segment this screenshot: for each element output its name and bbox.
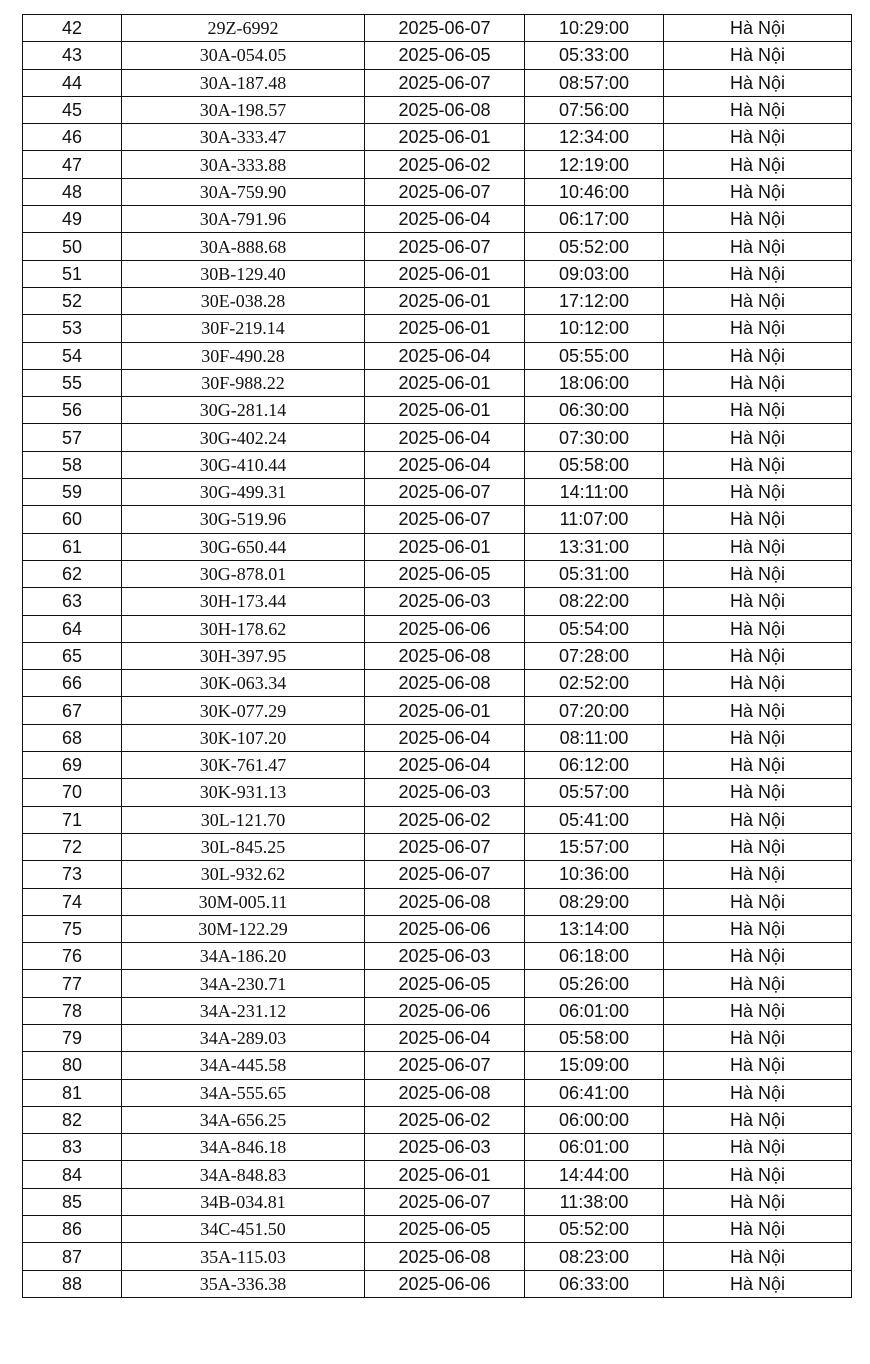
row-number-cell: 47 [23,151,122,178]
date-cell: 2025-06-05 [365,560,525,587]
location-cell: Hà Nội [664,806,852,833]
table-row [23,1188,852,1215]
time-cell: 10:36:00 [525,861,664,888]
table-row [23,833,852,860]
row-number-cell: 63 [23,588,122,615]
location-cell: Hà Nội [664,642,852,669]
time-cell: 11:38:00 [525,1188,664,1215]
time-cell: 06:01:00 [525,997,664,1024]
date-cell: 2025-06-06 [365,997,525,1024]
time-cell: 08:23:00 [525,1243,664,1270]
time-cell: 05:33:00 [525,42,664,69]
time-cell: 05:41:00 [525,806,664,833]
time-cell: 07:30:00 [525,424,664,451]
date-cell: 2025-06-02 [365,151,525,178]
license-plate-cell: 34B-034.81 [122,1188,365,1215]
location-cell: Hà Nội [664,342,852,369]
table-row [23,479,852,506]
row-number-cell: 44 [23,69,122,96]
license-plate-cell: 34A-230.71 [122,970,365,997]
time-cell: 06:41:00 [525,1079,664,1106]
date-cell: 2025-06-08 [365,96,525,123]
time-cell: 06:17:00 [525,206,664,233]
table-row [23,588,852,615]
table-row [23,260,852,287]
time-cell: 10:46:00 [525,178,664,205]
location-cell: Hà Nội [664,833,852,860]
table-row [23,451,852,478]
location-cell: Hà Nội [664,124,852,151]
row-number-cell: 79 [23,1024,122,1051]
time-cell: 06:12:00 [525,752,664,779]
date-cell: 2025-06-07 [365,69,525,96]
time-cell: 10:29:00 [525,15,664,42]
license-plate-cell: 30H-173.44 [122,588,365,615]
time-cell: 05:31:00 [525,560,664,587]
date-cell: 2025-06-01 [365,260,525,287]
table-row [23,287,852,314]
time-cell: 12:19:00 [525,151,664,178]
row-number-cell: 49 [23,206,122,233]
time-cell: 06:01:00 [525,1134,664,1161]
time-cell: 05:58:00 [525,451,664,478]
row-number-cell: 55 [23,369,122,396]
location-cell: Hà Nội [664,397,852,424]
location-cell: Hà Nội [664,369,852,396]
table-row [23,124,852,151]
location-cell: Hà Nội [664,506,852,533]
table-row [23,1243,852,1270]
row-number-cell: 45 [23,96,122,123]
table-row [23,15,852,42]
row-number-cell: 86 [23,1216,122,1243]
time-cell: 08:29:00 [525,888,664,915]
table-row [23,1024,852,1051]
date-cell: 2025-06-04 [365,451,525,478]
license-plate-cell: 30A-054.05 [122,42,365,69]
license-plate-cell: 30M-005.11 [122,888,365,915]
license-plate-cell: 30G-878.01 [122,560,365,587]
license-plate-cell: 35A-115.03 [122,1243,365,1270]
date-cell: 2025-06-04 [365,752,525,779]
date-cell: 2025-06-01 [365,1161,525,1188]
date-cell: 2025-06-07 [365,833,525,860]
row-number-cell: 46 [23,124,122,151]
date-cell: 2025-06-08 [365,642,525,669]
license-plate-cell: 30K-077.29 [122,697,365,724]
date-cell: 2025-06-08 [365,670,525,697]
row-number-cell: 87 [23,1243,122,1270]
license-plate-cell: 30F-219.14 [122,315,365,342]
time-cell: 08:22:00 [525,588,664,615]
time-cell: 07:56:00 [525,96,664,123]
license-plate-cell: 30F-988.22 [122,369,365,396]
location-cell: Hà Nội [664,588,852,615]
row-number-cell: 70 [23,779,122,806]
violations-table [22,14,852,1298]
row-number-cell: 67 [23,697,122,724]
row-number-cell: 75 [23,915,122,942]
table-row [23,1079,852,1106]
row-number-cell: 56 [23,397,122,424]
row-number-cell: 74 [23,888,122,915]
license-plate-cell: 30K-107.20 [122,724,365,751]
license-plate-cell: 30H-397.95 [122,642,365,669]
license-plate-cell: 30L-845.25 [122,833,365,860]
row-number-cell: 76 [23,943,122,970]
date-cell: 2025-06-04 [365,206,525,233]
date-cell: 2025-06-07 [365,15,525,42]
license-plate-cell: 30M-122.29 [122,915,365,942]
license-plate-cell: 34A-445.58 [122,1052,365,1079]
license-plate-cell: 34A-848.83 [122,1161,365,1188]
table-row [23,1161,852,1188]
location-cell: Hà Nội [664,1106,852,1133]
location-cell: Hà Nội [664,943,852,970]
time-cell: 05:57:00 [525,779,664,806]
date-cell: 2025-06-01 [365,369,525,396]
date-cell: 2025-06-03 [365,588,525,615]
time-cell: 09:03:00 [525,260,664,287]
table-row [23,724,852,751]
row-number-cell: 68 [23,724,122,751]
table-row [23,369,852,396]
table-row [23,943,852,970]
row-number-cell: 61 [23,533,122,560]
table-row [23,615,852,642]
license-plate-cell: 34A-656.25 [122,1106,365,1133]
row-number-cell: 83 [23,1134,122,1161]
time-cell: 05:58:00 [525,1024,664,1051]
row-number-cell: 62 [23,560,122,587]
location-cell: Hà Nội [664,1270,852,1297]
row-number-cell: 54 [23,342,122,369]
date-cell: 2025-06-05 [365,970,525,997]
date-cell: 2025-06-07 [365,861,525,888]
table-row [23,1052,852,1079]
table-row [23,533,852,560]
license-plate-cell: 30L-932.62 [122,861,365,888]
license-plate-cell: 29Z-6992 [122,15,365,42]
location-cell: Hà Nội [664,151,852,178]
row-number-cell: 42 [23,15,122,42]
table-row [23,42,852,69]
license-plate-cell: 34A-846.18 [122,1134,365,1161]
date-cell: 2025-06-01 [365,533,525,560]
time-cell: 05:26:00 [525,970,664,997]
table-row [23,233,852,260]
table-row [23,970,852,997]
time-cell: 15:57:00 [525,833,664,860]
location-cell: Hà Nội [664,479,852,506]
location-cell: Hà Nội [664,96,852,123]
license-plate-cell: 30K-931.13 [122,779,365,806]
location-cell: Hà Nội [664,670,852,697]
table-row [23,861,852,888]
date-cell: 2025-06-07 [365,479,525,506]
table-row [23,424,852,451]
location-cell: Hà Nội [664,1243,852,1270]
location-cell: Hà Nội [664,888,852,915]
location-cell: Hà Nội [664,615,852,642]
license-plate-cell: 30K-063.34 [122,670,365,697]
location-cell: Hà Nội [664,1161,852,1188]
time-cell: 10:12:00 [525,315,664,342]
location-cell: Hà Nội [664,1134,852,1161]
table-row [23,806,852,833]
date-cell: 2025-06-05 [365,42,525,69]
table-row [23,315,852,342]
date-cell: 2025-06-03 [365,943,525,970]
table-row [23,1216,852,1243]
license-plate-cell: 34A-289.03 [122,1024,365,1051]
location-cell: Hà Nội [664,1188,852,1215]
row-number-cell: 57 [23,424,122,451]
location-cell: Hà Nội [664,724,852,751]
location-cell: Hà Nội [664,970,852,997]
row-number-cell: 71 [23,806,122,833]
row-number-cell: 88 [23,1270,122,1297]
table-row [23,178,852,205]
table-row [23,752,852,779]
table-row [23,888,852,915]
row-number-cell: 48 [23,178,122,205]
date-cell: 2025-06-07 [365,178,525,205]
location-cell: Hà Nội [664,451,852,478]
table-row [23,779,852,806]
location-cell: Hà Nội [664,997,852,1024]
time-cell: 05:52:00 [525,233,664,260]
time-cell: 06:30:00 [525,397,664,424]
location-cell: Hà Nội [664,779,852,806]
date-cell: 2025-06-02 [365,1106,525,1133]
table-row [23,670,852,697]
row-number-cell: 43 [23,42,122,69]
row-number-cell: 69 [23,752,122,779]
location-cell: Hà Nội [664,560,852,587]
time-cell: 08:57:00 [525,69,664,96]
license-plate-cell: 30E-038.28 [122,287,365,314]
date-cell: 2025-06-06 [365,915,525,942]
table-row [23,1134,852,1161]
row-number-cell: 52 [23,287,122,314]
date-cell: 2025-06-02 [365,806,525,833]
table-row [23,915,852,942]
location-cell: Hà Nội [664,233,852,260]
time-cell: 05:54:00 [525,615,664,642]
date-cell: 2025-06-01 [365,124,525,151]
time-cell: 06:00:00 [525,1106,664,1133]
license-plate-cell: 30L-121.70 [122,806,365,833]
date-cell: 2025-06-04 [365,342,525,369]
row-number-cell: 85 [23,1188,122,1215]
row-number-cell: 72 [23,833,122,860]
license-plate-cell: 30H-178.62 [122,615,365,642]
location-cell: Hà Nội [664,533,852,560]
date-cell: 2025-06-07 [365,506,525,533]
license-plate-cell: 35A-336.38 [122,1270,365,1297]
row-number-cell: 77 [23,970,122,997]
license-plate-cell: 34A-231.12 [122,997,365,1024]
location-cell: Hà Nội [664,69,852,96]
table-row [23,69,852,96]
location-cell: Hà Nội [664,178,852,205]
table-row [23,506,852,533]
row-number-cell: 60 [23,506,122,533]
date-cell: 2025-06-08 [365,888,525,915]
location-cell: Hà Nội [664,206,852,233]
location-cell: Hà Nội [664,260,852,287]
table-row [23,642,852,669]
location-cell: Hà Nội [664,42,852,69]
date-cell: 2025-06-04 [365,1024,525,1051]
location-cell: Hà Nội [664,861,852,888]
time-cell: 14:11:00 [525,479,664,506]
date-cell: 2025-06-07 [365,233,525,260]
date-cell: 2025-06-01 [365,697,525,724]
table-row [23,397,852,424]
date-cell: 2025-06-04 [365,424,525,451]
license-plate-cell: 30A-198.57 [122,96,365,123]
time-cell: 15:09:00 [525,1052,664,1079]
row-number-cell: 84 [23,1161,122,1188]
time-cell: 17:12:00 [525,287,664,314]
location-cell: Hà Nội [664,15,852,42]
license-plate-cell: 30A-759.90 [122,178,365,205]
table-row [23,206,852,233]
table-row [23,997,852,1024]
row-number-cell: 81 [23,1079,122,1106]
table-row [23,151,852,178]
date-cell: 2025-06-01 [365,397,525,424]
date-cell: 2025-06-07 [365,1188,525,1215]
time-cell: 08:11:00 [525,724,664,751]
date-cell: 2025-06-01 [365,315,525,342]
time-cell: 12:34:00 [525,124,664,151]
time-cell: 11:07:00 [525,506,664,533]
license-plate-cell: 34C-451.50 [122,1216,365,1243]
time-cell: 07:20:00 [525,697,664,724]
date-cell: 2025-06-08 [365,1079,525,1106]
time-cell: 05:52:00 [525,1216,664,1243]
license-plate-cell: 30G-410.44 [122,451,365,478]
location-cell: Hà Nội [664,1216,852,1243]
date-cell: 2025-06-07 [365,1052,525,1079]
license-plate-cell: 30K-761.47 [122,752,365,779]
table-row [23,342,852,369]
license-plate-cell: 30A-333.47 [122,124,365,151]
location-cell: Hà Nội [664,1024,852,1051]
time-cell: 13:31:00 [525,533,664,560]
date-cell: 2025-06-06 [365,615,525,642]
location-cell: Hà Nội [664,1079,852,1106]
time-cell: 18:06:00 [525,369,664,396]
table-body [23,15,852,1298]
row-number-cell: 65 [23,642,122,669]
table-row [23,1270,852,1297]
license-plate-cell: 30A-888.68 [122,233,365,260]
license-plate-cell: 30A-791.96 [122,206,365,233]
table-row [23,697,852,724]
license-plate-cell: 30F-490.28 [122,342,365,369]
time-cell: 02:52:00 [525,670,664,697]
time-cell: 13:14:00 [525,915,664,942]
row-number-cell: 50 [23,233,122,260]
date-cell: 2025-06-05 [365,1216,525,1243]
row-number-cell: 80 [23,1052,122,1079]
location-cell: Hà Nội [664,315,852,342]
location-cell: Hà Nội [664,1052,852,1079]
location-cell: Hà Nội [664,915,852,942]
row-number-cell: 66 [23,670,122,697]
time-cell: 07:28:00 [525,642,664,669]
license-plate-cell: 30G-281.14 [122,397,365,424]
license-plate-cell: 30A-333.88 [122,151,365,178]
license-plate-cell: 30G-650.44 [122,533,365,560]
date-cell: 2025-06-01 [365,287,525,314]
table-row [23,560,852,587]
time-cell: 14:44:00 [525,1161,664,1188]
row-number-cell: 64 [23,615,122,642]
row-number-cell: 58 [23,451,122,478]
license-plate-cell: 30G-402.24 [122,424,365,451]
location-cell: Hà Nội [664,287,852,314]
row-number-cell: 53 [23,315,122,342]
date-cell: 2025-06-06 [365,1270,525,1297]
row-number-cell: 82 [23,1106,122,1133]
license-plate-cell: 34A-555.65 [122,1079,365,1106]
table-row [23,96,852,123]
license-plate-cell: 30A-187.48 [122,69,365,96]
date-cell: 2025-06-03 [365,779,525,806]
row-number-cell: 78 [23,997,122,1024]
location-cell: Hà Nội [664,697,852,724]
row-number-cell: 59 [23,479,122,506]
date-cell: 2025-06-04 [365,724,525,751]
date-cell: 2025-06-08 [365,1243,525,1270]
row-number-cell: 51 [23,260,122,287]
table-row [23,1106,852,1133]
time-cell: 06:33:00 [525,1270,664,1297]
location-cell: Hà Nội [664,424,852,451]
location-cell: Hà Nội [664,752,852,779]
date-cell: 2025-06-03 [365,1134,525,1161]
row-number-cell: 73 [23,861,122,888]
license-plate-cell: 30B-129.40 [122,260,365,287]
license-plate-cell: 34A-186.20 [122,943,365,970]
license-plate-cell: 30G-499.31 [122,479,365,506]
license-plate-cell: 30G-519.96 [122,506,365,533]
time-cell: 05:55:00 [525,342,664,369]
time-cell: 06:18:00 [525,943,664,970]
